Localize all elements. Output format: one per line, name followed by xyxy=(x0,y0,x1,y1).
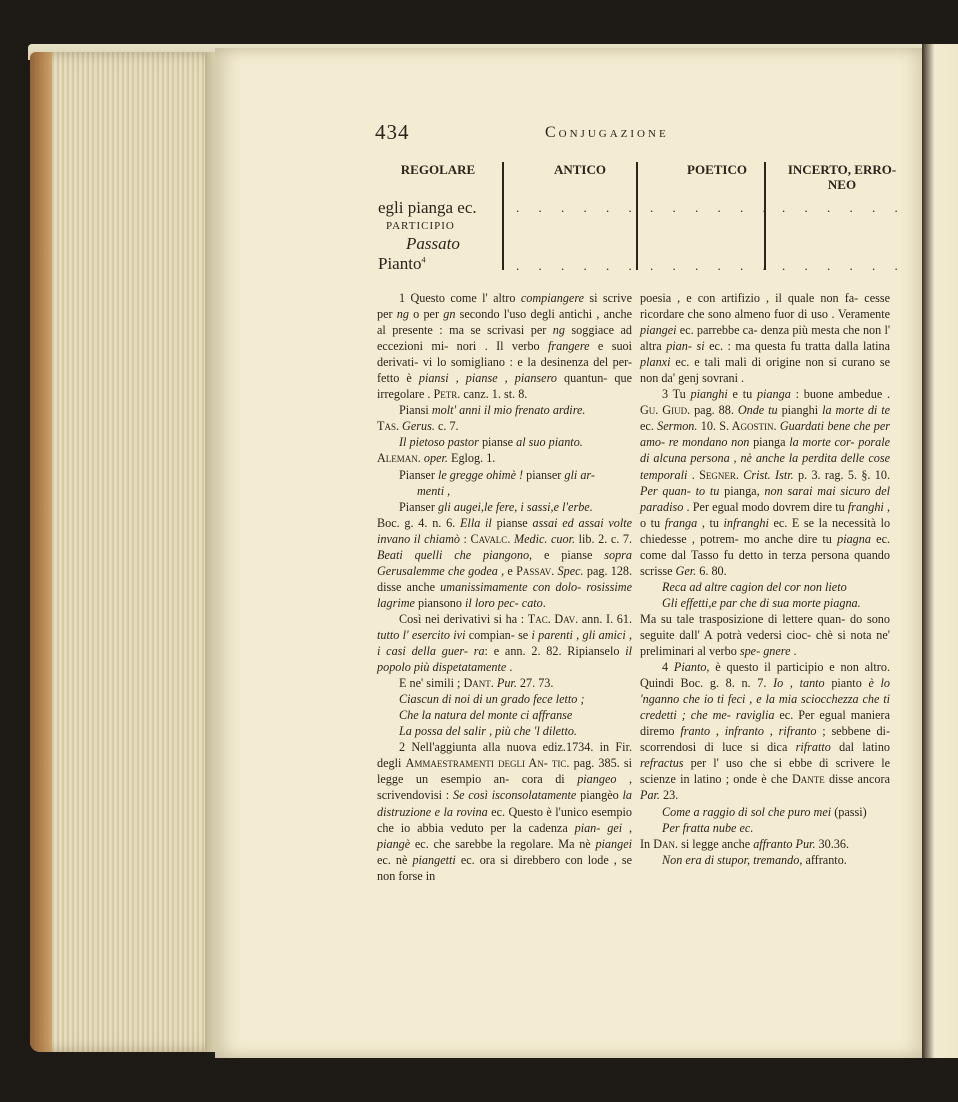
header-antico: ANTICO xyxy=(553,162,606,177)
note-2: 2 Nell'aggiunta alla nuova ediz.1734. in Fir. degli Ammaestramenti degli An- tic. pag. 385. si legge un esempio an- cora di piangeo , scrivendovisi : Se così isconsolatamente piangèo la distruzione e la rovina ec. Questo è l'unico esempio che io abbia veduto per la cadenza pian- gei , piangè ec. che sarebbe la regolare. Ma nè piangei ec. nè piangetti ec. ora si direbbero con lode , se non forse in xyxy=(377,740,633,883)
book-fore-edge xyxy=(30,52,210,1052)
page-number: 434 xyxy=(375,120,410,144)
dante-affranto: In Dan. si legge anche affranto Pur. 30.36. xyxy=(640,836,850,851)
row-egli-pianga: egli pianga ec. xyxy=(378,198,477,217)
header-regolare: REGOLARE xyxy=(400,162,476,177)
verse-line: Ciascun di noi di un grado fece letto ; xyxy=(399,692,585,707)
column-rule xyxy=(502,162,504,270)
notes-right-column xyxy=(640,290,890,868)
note-2-cont: poesia , e con artifizio , il quale non fa- cesse ricordare che sono almeno fuor di uso . Veramente piangei ec. parrebbe ca- denza più mesta che non l' altra pian- si ec. : ma questa fu tratta dalla latina planxi ec. e tali mali di origine non si curano se non da' genj sovrani . xyxy=(640,291,891,386)
facing-page-edge xyxy=(922,44,958,1058)
verse-line: La possa del salir , più che 'l diletto. xyxy=(399,724,577,739)
verse-line: Reca ad altre cagion del cor non lieto xyxy=(662,579,847,594)
row-pianto xyxy=(378,254,425,274)
conjugation-table xyxy=(378,158,906,278)
dots: . . . . . . xyxy=(782,258,906,273)
book-page xyxy=(215,48,922,1058)
dots: . . . . . . xyxy=(650,258,774,273)
note-3: 3 Tu pianghi e tu pianga : buone ambedue . Gu. Giud. pag. 88. Onde tu pianghi la morte di te ec. Sermon. 10. S. Agostin. Guardati bene che per amo- re mondano non pianga la morte cor- porale di alcuna persona , nè anche la perdita delle cose temporali . Segner. Crist. Istr. p. 3. rag. 5. §. 10. Per quan- to tu pianga, non sarai mai sicuro del paradiso . Per egual modo dovrem dire tu franghi , o tu franga , tu infranghi ec. E se la necessità lo chiedesse , potrem- mo anche dire tu piagna ec. come dal Tasso fu detto in terza persona quando scrisse Ger. 6. 80. xyxy=(640,387,891,578)
quote-ref-tasso: Tas. Gerus. c. 7. xyxy=(377,419,459,434)
verse-line: Gli effetti,e par che di sua morte piagna. xyxy=(662,595,861,610)
footnote-marker: 4 xyxy=(421,255,426,265)
row-participio: PARTICIPIO xyxy=(386,220,455,232)
column-rule xyxy=(764,162,766,270)
verse-line: Che la natura del monte ci affranse xyxy=(399,708,573,723)
derivativi-passage: Così nei derivativi si ha : Tac. Dav. ann. I. 61. tutto l' esercito ivi compian- se i parenti , gli amici , i casi della guer- ra: e ann. 2. 82. Ripianselo il popolo più dispetatamente . xyxy=(377,611,633,675)
verse-line: Non era di stupor, tremando, affranto. xyxy=(662,852,847,867)
dots: . . . . . . xyxy=(650,200,774,215)
dots: . . . . . . xyxy=(782,200,906,215)
dots: . . . . . . xyxy=(516,200,640,215)
quote-petrarca: Piansi molt' anni il mio frenato ardire. xyxy=(399,403,586,418)
pianto-text: Pianto xyxy=(378,254,422,273)
quote-ref-alamanni: Aleman. oper. Eglog. 1. xyxy=(377,451,496,466)
note-1: 1 Questo come l' altro compiangere si scrive per ng o per gn secondo l'uso degli antichi , anche al presente : ma se scrivasi per ng soggiace ad eccezioni mi- nori . Il verbo frangere e suoi derivati- vi lo somigliano : e la desinenza del per- fetto è piansi , pianse , piansero quantun- que irregolare . Petr. canz. 1. st. 8. xyxy=(377,291,633,402)
note-4: 4 Pianto, è questo il participio e non altro. Quindi Boc. g. 8. n. 7. Io , tanto pianto è lo 'nganno che io ti feci , e la mia sciocchezza che ti credetti ; che me- raviglia ec. Per egual maniera diremo franto , infranto , rifranto ; sebbene di- scorrendosi di luce si dica rifratto dal latino refractus per l' uso che si ebbe di scrivere le scienze in latino ; onde è che Dante disse ancora Par. 23. xyxy=(640,660,891,803)
header-incerto: INCERTO, ERRO- NEO xyxy=(787,162,897,192)
dante-ref: E ne' simili ; Dant. Pur. 27. 73. xyxy=(399,676,554,691)
dots: . . . . . . xyxy=(516,258,640,273)
quote-pianser-2: Pianser gli augei,le fere, i sassi,e l'erbe. xyxy=(399,499,593,514)
column-rule xyxy=(636,162,638,270)
boccaccio-passage: Boc. g. 4. n. 6. Ella il pianse assai ed assai volte invano il chiamò : Cavalc. Medic. cuor. lib. 2. c. 7. Beati quelli che piangono, e pianse sopra Gerusalemme che godea , e Passav. Spec. pag. 128. disse anche umanissimamente con dolo- rosissime lagrime piansono il loro pec- cato. xyxy=(377,515,633,610)
trasposizione-passage: Ma su tale trasposizione di lettere quan- do sono seguite dall' A potrà vedersi cioc- chè si nota ne' preliminari al verbo spe- gnere . xyxy=(640,611,891,659)
quote-pianser-1-cont: menti , xyxy=(417,483,451,498)
verse-line: Come a raggio di sol che puro mei (passi) xyxy=(662,804,867,819)
header-poetico: POETICO xyxy=(687,162,747,177)
quote-alamanni: Il pietoso pastor pianse al suo pianto. xyxy=(399,435,583,450)
notes-left-column xyxy=(377,290,632,884)
row-passato: Passato xyxy=(406,234,460,253)
verse-line: Per fratta nube ec. xyxy=(662,820,754,835)
running-head: Conjugazione xyxy=(545,124,669,141)
quote-pianser-1: Pianser le gregge ohimè ! pianser gli ar- xyxy=(399,467,595,482)
